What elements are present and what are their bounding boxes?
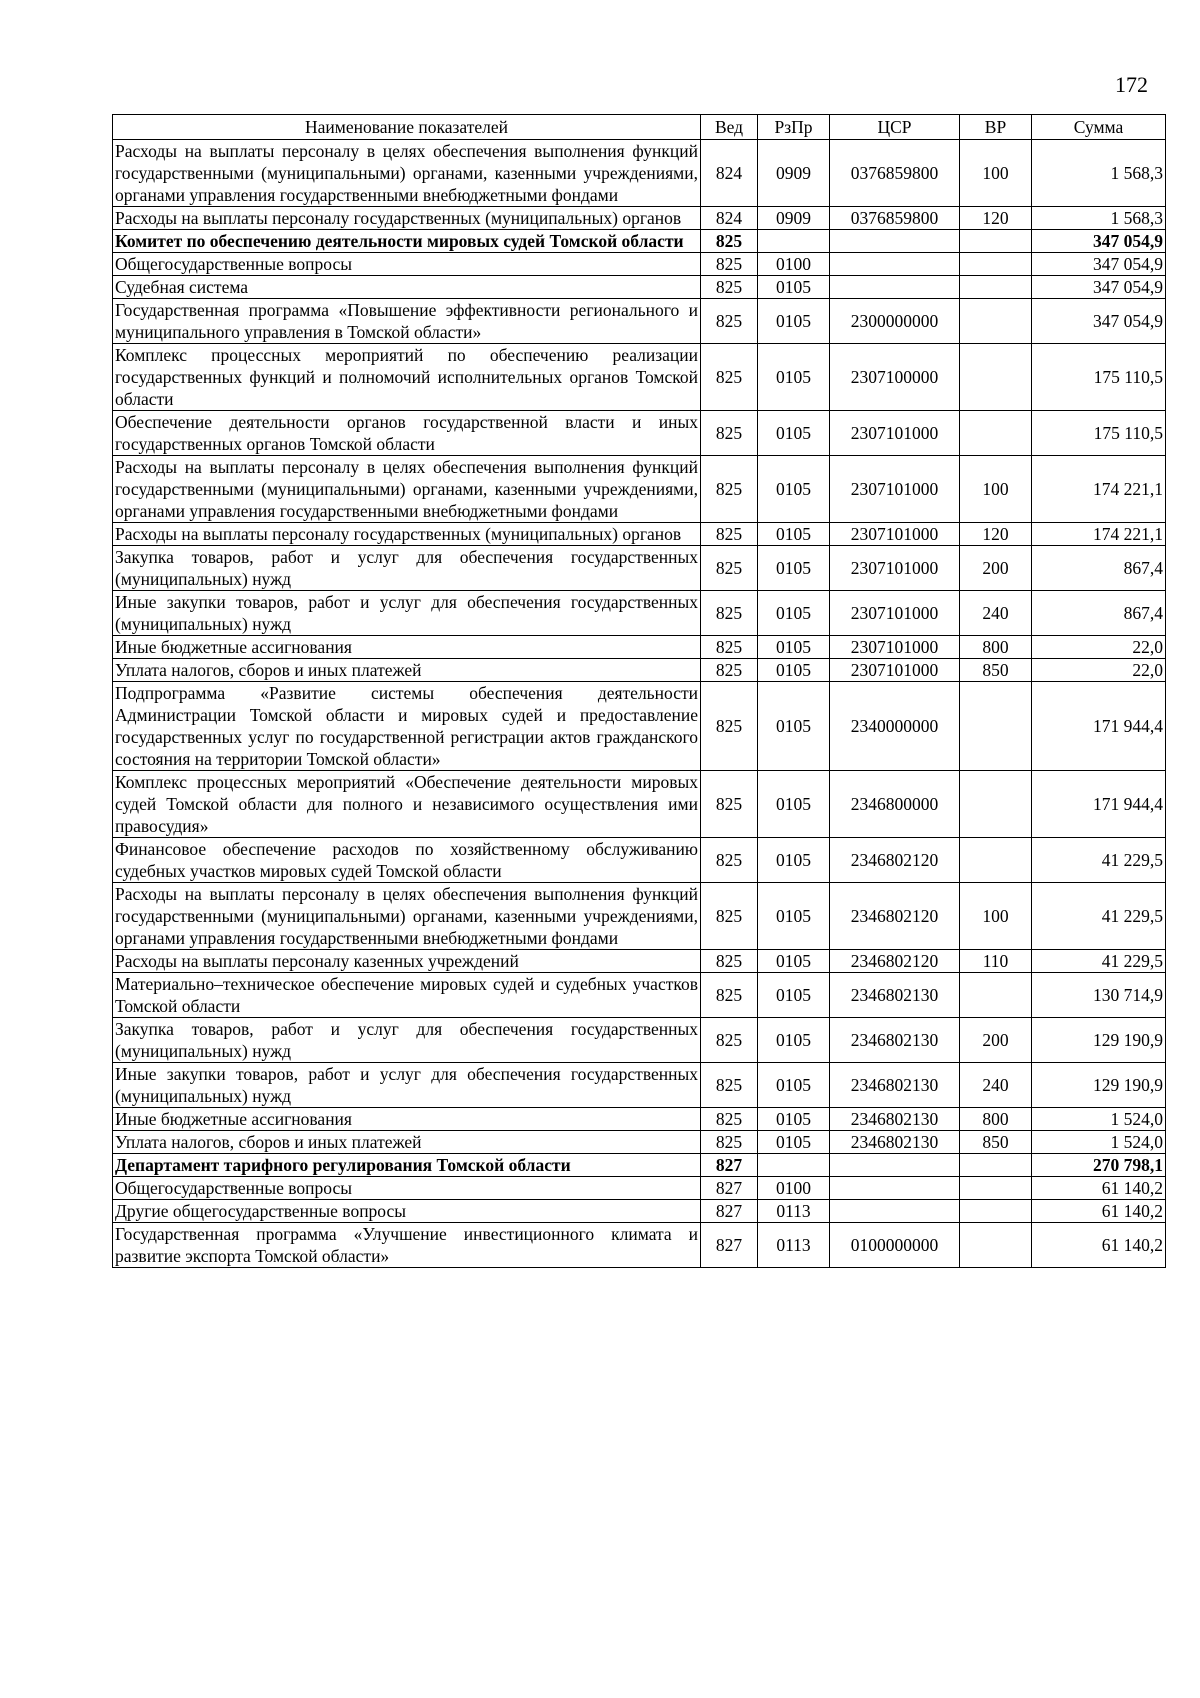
sum-cell: 347 054,9 [1032,253,1166,276]
sum-cell: 174 221,1 [1032,456,1166,523]
table-row [113,1223,1166,1268]
name-cell: Судебная система [113,276,701,299]
name-cell: Расходы на выплаты персоналу в целях обеспечения выполнения функций государственными (муниципальными) органами, казенными учреждениями, органами управления государственными внебюджетными фондами [113,883,701,950]
page-number: 172 [1115,72,1148,97]
table-header-row [113,115,1166,140]
sum-cell: 22,0 [1032,659,1166,682]
name-cell: Закупка товаров, работ и услуг для обеспечения государственных (муниципальных) нужд [113,1018,701,1063]
rzpr-cell [758,230,830,253]
name-cell: Закупка товаров, работ и услуг для обеспечения государственных (муниципальных) нужд [113,546,701,591]
table-row [113,411,1166,456]
csr-cell: 0376859800 [830,207,960,230]
table-row [113,659,1166,682]
rzpr-cell: 0105 [758,682,830,771]
table-row [113,883,1166,950]
sum-cell: 41 229,5 [1032,838,1166,883]
csr-cell: 2307101000 [830,411,960,456]
rzpr-cell: 0105 [758,411,830,456]
vr-cell: 100 [960,883,1032,950]
ved-cell: 825 [701,456,758,523]
table-row [113,140,1166,207]
table-row [113,1063,1166,1108]
csr-cell: 0376859800 [830,140,960,207]
name-cell: Иные бюджетные ассигнования [113,636,701,659]
name-cell: Расходы на выплаты персоналу государственных (муниципальных) органов [113,523,701,546]
csr-cell: 2346802120 [830,883,960,950]
rzpr-cell: 0105 [758,456,830,523]
rzpr-cell: 0105 [758,1108,830,1131]
name-cell: Государственная программа «Повышение эффективности регионального и муниципального управления в Томской области» [113,299,701,344]
name-cell: Расходы на выплаты персоналу казенных учреждений [113,950,701,973]
ved-cell: 824 [701,140,758,207]
rzpr-cell: 0909 [758,140,830,207]
table-row [113,682,1166,771]
rzpr-cell: 0113 [758,1223,830,1268]
name-cell: Обеспечение деятельности органов государственной власти и иных государственных органов Томской области [113,411,701,456]
table-row [113,299,1166,344]
sum-cell: 347 054,9 [1032,230,1166,253]
rzpr-cell: 0105 [758,636,830,659]
name-cell: Государственная программа «Улучшение инвестиционного климата и развитие экспорта Томской области» [113,1223,701,1268]
name-cell: Уплата налогов, сборов и иных платежей [113,1131,701,1154]
ved-cell: 825 [701,950,758,973]
sum-cell: 41 229,5 [1032,950,1166,973]
csr-cell: 2346800000 [830,771,960,838]
header-vr: ВР [960,115,1032,140]
ved-cell: 825 [701,523,758,546]
vr-cell [960,771,1032,838]
name-cell: Иные закупки товаров, работ и услуг для обеспечения государственных (муниципальных) нужд [113,1063,701,1108]
name-cell: Комплекс процессных мероприятий по обеспечению реализации государственных функций и полномочий исполнительных органов Томской области [113,344,701,411]
ved-cell: 827 [701,1154,758,1177]
vr-cell: 240 [960,591,1032,636]
ved-cell: 825 [701,299,758,344]
sum-cell: 175 110,5 [1032,344,1166,411]
budget-table [112,114,1166,1268]
sum-cell: 61 140,2 [1032,1177,1166,1200]
header-rzpr: РзПр [758,115,830,140]
sum-cell: 1 524,0 [1032,1108,1166,1131]
table-row [113,1200,1166,1223]
table-row [113,207,1166,230]
rzpr-cell: 0105 [758,1063,830,1108]
csr-cell [830,1154,960,1177]
vr-cell: 110 [960,950,1032,973]
csr-cell: 2300000000 [830,299,960,344]
name-cell: Расходы на выплаты персоналу в целях обеспечения выполнения функций государственными (муниципальными) органами, казенными учреждениями, органами управления государственными внебюджетными фондами [113,140,701,207]
table-row [113,230,1166,253]
ved-cell: 825 [701,344,758,411]
name-cell: Иные бюджетные ассигнования [113,1108,701,1131]
ved-cell: 825 [701,411,758,456]
vr-cell: 100 [960,456,1032,523]
vr-cell [960,1200,1032,1223]
ved-cell: 825 [701,253,758,276]
rzpr-cell: 0105 [758,344,830,411]
csr-cell [830,230,960,253]
rzpr-cell: 0100 [758,253,830,276]
sum-cell: 347 054,9 [1032,299,1166,344]
vr-cell [960,411,1032,456]
ved-cell: 825 [701,1131,758,1154]
csr-cell [830,253,960,276]
table-row [113,523,1166,546]
vr-cell [960,973,1032,1018]
ved-cell: 827 [701,1200,758,1223]
vr-cell [960,299,1032,344]
sum-cell: 61 140,2 [1032,1200,1166,1223]
table-row [113,838,1166,883]
rzpr-cell: 0105 [758,1131,830,1154]
table-row [113,771,1166,838]
csr-cell: 2307101000 [830,546,960,591]
vr-cell: 240 [960,1063,1032,1108]
name-cell: Общегосударственные вопросы [113,1177,701,1200]
ved-cell: 825 [701,1018,758,1063]
csr-cell: 2340000000 [830,682,960,771]
vr-cell [960,344,1032,411]
sum-cell: 1 568,3 [1032,207,1166,230]
header-name: Наименование показателей [113,115,701,140]
table-body [113,140,1166,1268]
table-row [113,591,1166,636]
vr-cell [960,253,1032,276]
name-cell: Департамент тарифного регулирования Томской области [113,1154,701,1177]
rzpr-cell: 0105 [758,523,830,546]
vr-cell: 850 [960,1131,1032,1154]
sum-cell: 22,0 [1032,636,1166,659]
rzpr-cell: 0105 [758,546,830,591]
table-row [113,1018,1166,1063]
csr-cell [830,276,960,299]
sum-cell: 129 190,9 [1032,1018,1166,1063]
rzpr-cell: 0105 [758,299,830,344]
header-csr: ЦСР [830,115,960,140]
csr-cell: 2346802130 [830,1131,960,1154]
name-cell: Материально–техническое обеспечение мировых судей и судебных участков Томской области [113,973,701,1018]
rzpr-cell: 0105 [758,1018,830,1063]
vr-cell: 800 [960,1108,1032,1131]
rzpr-cell: 0113 [758,1200,830,1223]
ved-cell: 825 [701,838,758,883]
rzpr-cell: 0105 [758,659,830,682]
ved-cell: 827 [701,1223,758,1268]
rzpr-cell: 0105 [758,276,830,299]
vr-cell: 100 [960,140,1032,207]
name-cell: Финансовое обеспечение расходов по хозяйственному обслуживанию судебных участков мировых судей Томской области [113,838,701,883]
csr-cell: 2307101000 [830,456,960,523]
vr-cell [960,1223,1032,1268]
table-row [113,950,1166,973]
csr-cell: 2307101000 [830,523,960,546]
ved-cell: 825 [701,1108,758,1131]
sum-cell: 174 221,1 [1032,523,1166,546]
table-row [113,1177,1166,1200]
sum-cell: 129 190,9 [1032,1063,1166,1108]
csr-cell [830,1200,960,1223]
sum-cell: 41 229,5 [1032,883,1166,950]
vr-cell [960,276,1032,299]
ved-cell: 825 [701,883,758,950]
rzpr-cell: 0105 [758,883,830,950]
name-cell: Комитет по обеспечению деятельности мировых судей Томской области [113,230,701,253]
ved-cell: 825 [701,276,758,299]
ved-cell: 824 [701,207,758,230]
rzpr-cell: 0105 [758,973,830,1018]
table-row [113,546,1166,591]
ved-cell: 825 [701,546,758,591]
sum-cell: 171 944,4 [1032,771,1166,838]
name-cell: Общегосударственные вопросы [113,253,701,276]
csr-cell: 2307101000 [830,659,960,682]
csr-cell: 2307101000 [830,591,960,636]
header-ved: Вед [701,115,758,140]
ved-cell: 825 [701,591,758,636]
table-row [113,456,1166,523]
name-cell: Расходы на выплаты персоналу в целях обеспечения выполнения функций государственными (муниципальными) органами, казенными учреждениями, органами управления государственными внебюджетными фондами [113,456,701,523]
sum-cell: 867,4 [1032,546,1166,591]
vr-cell: 120 [960,523,1032,546]
header-sum: Сумма [1032,115,1166,140]
table-row [113,276,1166,299]
sum-cell: 1 524,0 [1032,1131,1166,1154]
table-row [113,1131,1166,1154]
ved-cell: 825 [701,682,758,771]
table-row [113,973,1166,1018]
ved-cell: 825 [701,771,758,838]
ved-cell: 827 [701,1177,758,1200]
sum-cell: 171 944,4 [1032,682,1166,771]
sum-cell: 867,4 [1032,591,1166,636]
sum-cell: 270 798,1 [1032,1154,1166,1177]
sum-cell: 130 714,9 [1032,973,1166,1018]
vr-cell [960,230,1032,253]
ved-cell: 825 [701,636,758,659]
sum-cell: 1 568,3 [1032,140,1166,207]
name-cell: Комплекс процессных мероприятий «Обеспечение деятельности мировых судей Томской области для полного и независимого осуществления ими правосудия» [113,771,701,838]
vr-cell: 120 [960,207,1032,230]
csr-cell: 2346802130 [830,1108,960,1131]
rzpr-cell: 0105 [758,950,830,973]
csr-cell: 0100000000 [830,1223,960,1268]
table-row [113,1154,1166,1177]
vr-cell: 200 [960,546,1032,591]
ved-cell: 825 [701,1063,758,1108]
sum-cell: 61 140,2 [1032,1223,1166,1268]
name-cell: Другие общегосударственные вопросы [113,1200,701,1223]
vr-cell [960,1177,1032,1200]
csr-cell: 2346802130 [830,973,960,1018]
ved-cell: 825 [701,973,758,1018]
vr-cell [960,682,1032,771]
rzpr-cell [758,1154,830,1177]
vr-cell: 200 [960,1018,1032,1063]
rzpr-cell: 0105 [758,838,830,883]
rzpr-cell: 0105 [758,771,830,838]
csr-cell: 2346802120 [830,950,960,973]
rzpr-cell: 0100 [758,1177,830,1200]
rzpr-cell: 0105 [758,591,830,636]
vr-cell [960,838,1032,883]
sum-cell: 175 110,5 [1032,411,1166,456]
vr-cell: 800 [960,636,1032,659]
ved-cell: 825 [701,230,758,253]
table-row [113,636,1166,659]
vr-cell: 850 [960,659,1032,682]
vr-cell [960,1154,1032,1177]
csr-cell [830,1177,960,1200]
name-cell: Уплата налогов, сборов и иных платежей [113,659,701,682]
name-cell: Подпрограмма «Развитие системы обеспечения деятельности Администрации Томской области и мировых судей и предоставление государственных услуг по государственной регистрации актов гражданского состояния на территории Томской области» [113,682,701,771]
table-row [113,1108,1166,1131]
csr-cell: 2307101000 [830,636,960,659]
sum-cell: 347 054,9 [1032,276,1166,299]
csr-cell: 2346802130 [830,1063,960,1108]
table-row [113,253,1166,276]
table-row [113,344,1166,411]
name-cell: Расходы на выплаты персоналу государственных (муниципальных) органов [113,207,701,230]
csr-cell: 2307100000 [830,344,960,411]
rzpr-cell: 0909 [758,207,830,230]
csr-cell: 2346802130 [830,1018,960,1063]
csr-cell: 2346802120 [830,838,960,883]
ved-cell: 825 [701,659,758,682]
name-cell: Иные закупки товаров, работ и услуг для обеспечения государственных (муниципальных) нужд [113,591,701,636]
